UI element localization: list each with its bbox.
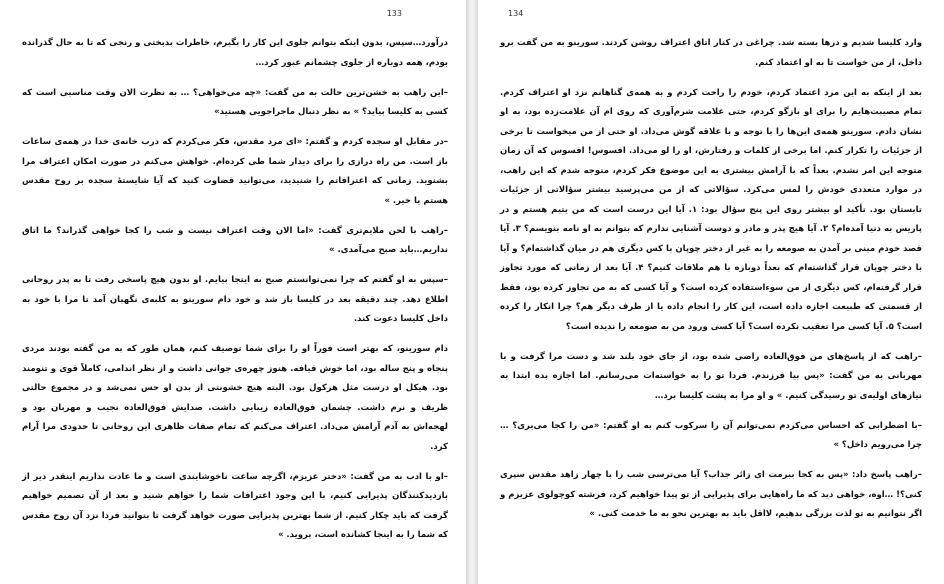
paragraph: –سپس به او گفتم که چرا نمی‌توانستم صبح به اینجا بیایم. او بدون هیچ پاسخی رفت تا به پدر روحانی اطلاع دهد. چند دقیقه بعد در کلیسا باز شد و خود دام سورینو به کلبه‌ی نگهبان آمد تا مرا با خود به داخل کلیسا دعوت کند.: [22, 275, 448, 324]
paragraph: –راهب پاسخ داد: «پس به کجا ببرمت ای زائر جذاب؟ آیا می‌ترسی شب را با چهار زاهد مقدس سپری کنی؟! …اوه، خواهی دید که ما راه‌هایی برای پذیرایی از تو پیدا خواهیم کرد، فرشته کوچولوی عزیزم و اگر نتوانیم به تو لذت بزرگی بدهیم، لااقل باید به بهترین نحو به ما خدمت کنی. »: [500, 470, 922, 519]
paragraph: –در مقابل او سجده کردم و گفتم: «ای مرد مقدس، فکر می‌کردم که درب خانه‌ی خدا در همه‌ی ساعات باز است. من راه درازی را برای دیدار شما طی کرده‌ام. خواهش می‌کنم در صورت امکان اعتراف مرا بشنوید. زمانی که اعترافاتم را شنیدید، می‌توانید قضاوت کنید که آیا شایستهٔ سجده بر روح مقدس هستم یا خیر. »: [22, 137, 448, 206]
paragraph: –با اضطرابی که احساس می‌کردم نمی‌توانم آن را سرکوب کنم به او گفتم: «من را کجا می‌بری؟ … چرا می‌رویم داخل؟ »: [500, 420, 922, 450]
left-page: [0, 0, 466, 584]
right-page: [478, 0, 944, 584]
paragraph: –این راهب به خشن‌ترین حالت به من گفت: «چه می‌خواهی؟ … به نظرت الان وقت مناسبی است که کسی به کلیسا بیاید؟ » به نظر دنبال ماجراجویی هستید»: [22, 87, 448, 117]
paragraph: –راهب که از پاسخ‌های من فوق‌العاده راضی شده بود، از جای خود بلند شد و دست مرا گرفت و با مهربانی به من گفت: «پس بیا فرزندم. فردا تو را به خواسته‌ات می‌رسانم. اما اجازه بده ابتدا به نیازهای اولیه‌ی تو رسیدگی کنیم. » و او مرا به پشت کلیسا برد…: [500, 351, 922, 401]
page-number: 133: [386, 9, 402, 18]
page-body: [500, 34, 922, 535]
paragraph: –او با ادب به من گفت: «دختر عزیزم، اگرچه ساعت ناخوشایندی است و ما عادت نداریم اینقدر دیر از بازدیدکنندگان پذیرایی کنیم، با این وجود اعترافات شما را خواهم شنید و بعد از آن تصمیم خواهیم گرفت که باید چکار کنیم. از شما بهترین پذیرایی صورت خواهد گرفت تا بتوانید فردا نزد آن روح مقدس که شما را به اینجا کشانده است، بروید. »: [22, 471, 448, 540]
paragraph: درآورد…سپس، بدون اینکه بتوانم جلوی این کار را بگیرم، خاطرات بدبختی و رنجی که تا به حال گذرانده بودم، همه دوباره از جلوی چشمانم عبور کرد…: [22, 38, 448, 68]
book-gutter: [466, 0, 478, 584]
paragraph: دام سورینو، که بهتر است فوراً او را برای شما توصیف کنم، همان طور که به من گفته بودند مردی پنجاه و پنج ساله بود، اما خوش قیافه. هنوز چهره‌ی جوانی داشت و از نظر اندامی، کاملاً قوی و تنومند بود. هیکل او درست مثل هرکول بود. البته هیچ خشونتی از بدن او حس نمی‌شد و در مجموع حالتی ظریف و نرم داشت. چشمان فوق‌العاده زیبایی داشت. صدایش فوق‌العاده نجیب و مهربان بود و لهجه‌اش به آدم آرامش می‌داد. اعتراف می‌کنم که تمام صفات ظاهری این روحانی تا حدودی مرا آرام کرد.: [22, 344, 448, 452]
paragraph: وارد کلیسا شدیم و درها بسته شد. چراغی در کنار اتاق اعتراف روشن کردند. سورینو به من گفت برو داخل، از من خواست تا به او اعتماد کنم.: [500, 38, 922, 68]
page-number: 134: [508, 9, 524, 18]
page-body: [22, 34, 448, 556]
paragraph: بعد از اینکه به این مرد اعتماد کردم، خودم را راحت کردم و به همه‌ی گناهانم نزد او اعتراف کردم. تمام مصیبت‌هایم را برای او بازگو کردم، حتی علامت شرم‌آوری که روی ام آن علامت‌زده بود، به او نشان دادم. سورینو همه‌ی این‌ها را با توجه و با علاقه گوش می‌داد. او حتی از من میخواست تا برخی از جزئیات را تکرار کنم. اما برخی از کلمات و رفتارش، او را لو می‌داد. افسوس! افسوس که آن زمان متوجه این امر نشدم. بعداً که با آرامش بیشتری به این موضوع فکر کردم، متوجه شدم که این راهب، در موارد متعددی خودش را لمس می‌کرد. سؤالاتی که از من می‌پرسید بیشتر سؤالاتی از جزئیات تابستان بود. تأکید او بیشتر روی این پنج سؤال بود: ۱. آیا این درست است که من یتیم هستم و در پاریس به دنیا آمده‌ام؟ ۲. آیا هیچ پدر و مادر و دوست آشنایی ندارم که بتوانم به او نامه بنویسم؟ ۳. آیا قصد خودم مبنی بر آمدن به صومعه را به غیر از دختر چوپان با کس دیگری هم در میان گذاشته‌ام؟ و آیا با دختر چوپان قرار گذاشته‌ام که بعداً دوباره با هم ملاقات کنیم؟ ۴. آیا بعد از زمانی که مورد تجاوز قرار گرفته‌ام، کس دیگری از من سوءاستفاده کرده است؟ و آیا کسی که به من تجاوز کرده بود، فقط از قسمتی که طبیعت اجازه داده است، این کار را انجام داده یا از طرف دیگر هم؟ چرا انکار را کرده است؟ ۵. آیا کسی مرا تعقیب نکرده است؟ آیا کسی ورود من به صومعه را ندیده است؟: [500, 87, 923, 332]
paragraph: –راهب با لحن ملایم‌تری گفت: «اما الان وقت اعتراف نیست و شب را کجا خواهی گذراند؟ ما اتاق نداریم…باید صبح می‌آمدی. »: [22, 225, 448, 255]
